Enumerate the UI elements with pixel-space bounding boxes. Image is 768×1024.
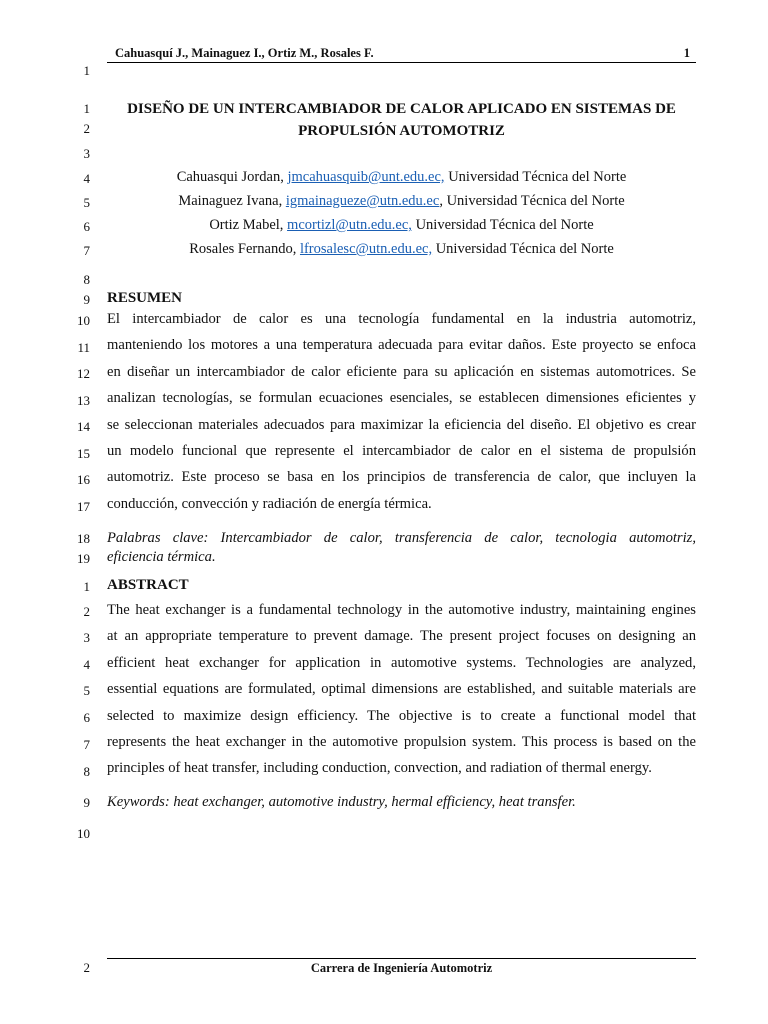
line-number: 5 — [83, 683, 90, 698]
author-affiliation — [107, 217, 696, 234]
abstract-line: The heat exchanger is a fundamental technology in the automotive industry, maintaining engines — [107, 602, 696, 618]
line-number: 2 — [83, 960, 90, 975]
resumen-body — [107, 306, 696, 517]
palabras-clave-line: eficiencia térmica. — [107, 549, 216, 565]
line-number: 4 — [83, 171, 90, 186]
abstract-heading: ABSTRACT — [107, 577, 189, 593]
line-number: 10 — [77, 826, 90, 841]
author-institution: Universidad Técnica del Norte — [435, 241, 614, 257]
line-number: 9 — [83, 795, 90, 810]
abstract-line: essential equations are formulated, optimal dimensions are established, and suitable materials are — [107, 681, 696, 698]
resumen-heading: RESUMEN — [107, 290, 183, 306]
header-page-number: 1 — [683, 46, 690, 60]
resumen-line: manteniendo los motores a una temperatura adecuada para evitar daños. Este proyecto se enfoca — [107, 337, 696, 354]
resumen-line: se seleccionan materiales adecuados para maximizar la eficiencia del diseño. El objetivo es crear — [107, 416, 696, 433]
line-number: 1 — [83, 101, 90, 116]
line-number: 15 — [77, 446, 90, 461]
author-affiliation — [107, 193, 696, 210]
line-number: 14 — [77, 419, 90, 434]
author-name: Ortiz Mabel, — [209, 217, 284, 233]
line-number: 9 — [83, 292, 90, 307]
author-institution: Universidad Técnica del Norte — [448, 169, 627, 185]
author-email-link[interactable]: mcortizl@utn.edu.ec, — [287, 217, 412, 233]
title-line: PROPULSIÓN AUTOMOTRIZ — [298, 123, 505, 139]
line-number: 8 — [83, 764, 90, 779]
abstract-line: at an appropriate temperature to prevent damage. The present project focuses on designing an — [107, 628, 696, 645]
abstract-line: represents the heat exchanger in the automotive propulsion system. This process is based on the — [107, 733, 696, 750]
resumen-line: analizan tecnologías, se formulan ecuaciones esenciales, se establecen dimensiones eficientes y — [107, 390, 696, 407]
line-number: 6 — [83, 219, 90, 234]
running-header — [107, 46, 696, 63]
keywords-line: Keywords: heat exchanger, automotive industry, hermal efficiency, heat transfer. — [107, 794, 576, 810]
line-number: 1 — [83, 63, 90, 78]
abstract-line: efficient heat exchanger for application in automotive systems. Technologies are analyzed, — [107, 654, 696, 671]
line-number: 18 — [77, 531, 90, 546]
line-number: 1 — [83, 579, 90, 594]
line-number: 13 — [77, 393, 90, 408]
line-number: 16 — [77, 472, 90, 487]
author-name: Rosales Fernando, — [189, 241, 297, 257]
abstract-body — [107, 597, 696, 782]
line-number: 7 — [83, 243, 90, 258]
resumen-line: automotriz. Este proceso se basa en los principios de transferencia de calor, que incluyen la — [107, 469, 696, 486]
line-number: 2 — [83, 121, 90, 136]
author-institution: , Universidad Técnica del Norte — [439, 193, 625, 209]
author-email-link[interactable]: lfrosalesc@utn.edu.ec, — [299, 241, 433, 257]
resumen-line: en diseñar un intercambiador de calor eficiente para su aplicación en sistemas automotrices. Se — [107, 363, 696, 380]
footer-rule — [107, 958, 696, 959]
author-institution: Universidad Técnica del Norte — [415, 217, 594, 233]
footer-text: Carrera de Ingeniería Automotriz — [310, 961, 493, 975]
palabras-clave-line: Palabras clave: Intercambiador de calor, transferencia de calor, tecnologia automotriz, — [107, 530, 696, 546]
author-affiliation — [107, 169, 696, 186]
author-name: Mainaguez Ivana, — [178, 193, 283, 209]
line-number: 12 — [77, 366, 90, 381]
title-line: DISEÑO DE UN INTERCAMBIADOR DE CALOR APLICADO EN SISTEMAS DE — [127, 101, 676, 117]
resumen-line: El intercambiador de calor es una tecnología fundamental en la industria automotriz, — [107, 311, 696, 327]
keywords — [107, 793, 696, 812]
author-name: Cahuasqui Jordan, — [176, 169, 284, 185]
line-number: 8 — [83, 272, 90, 287]
line-number: 11 — [77, 340, 90, 355]
line-number: 17 — [77, 499, 90, 514]
resumen-line: conducción, convección y radiación de energía térmica. — [107, 495, 432, 512]
author-email-link[interactable]: jmcahuasquib@unt.edu.ec, — [287, 169, 445, 185]
line-number: 2 — [83, 604, 90, 619]
author-affiliation — [107, 241, 696, 258]
abstract-line: principles of heat transfer, including conduction, convection, and radiation of thermal energy. — [107, 760, 652, 777]
resumen-line: un modelo funcional que represente el intercambiador de calor en el sistema de propulsión — [107, 442, 696, 459]
line-number: 3 — [83, 630, 90, 645]
line-number: 3 — [83, 146, 90, 161]
line-number: 4 — [83, 657, 90, 672]
abstract-line: selected to maximize design efficiency. The objective is to create a functional model that — [107, 707, 696, 724]
line-number: 6 — [83, 710, 90, 725]
paper-title — [107, 98, 696, 142]
line-number: 10 — [77, 313, 90, 328]
line-number: 7 — [83, 737, 90, 752]
line-number: 5 — [83, 195, 90, 210]
line-number: 19 — [77, 551, 90, 566]
author-email-link[interactable]: igmainagueze@utn.edu.ec — [285, 193, 440, 209]
header-authors: Cahuasquí J., Mainaguez I., Ortiz M., Rosales F. — [115, 46, 374, 60]
palabras-clave — [107, 529, 696, 567]
